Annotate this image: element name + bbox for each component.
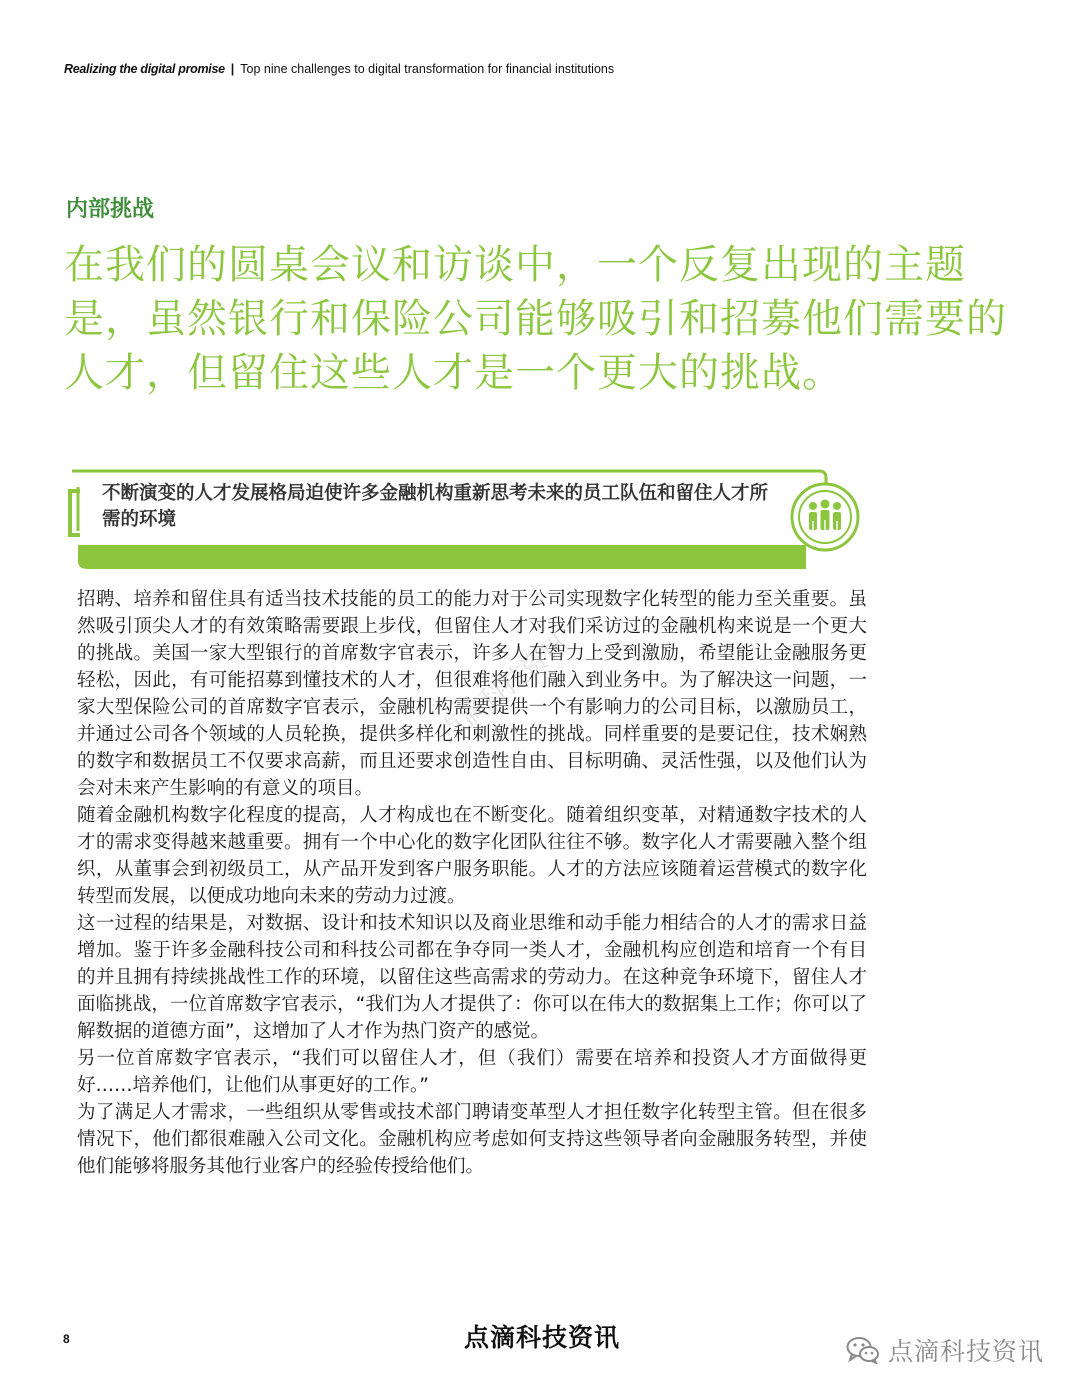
wechat-watermark [846,1332,1044,1368]
header-separator: | [230,62,235,76]
headline: 在我们的圆桌会议和访谈中，一个反复出现的主题是，虽然银行和保险公司能够吸引和招募他们需要的人才，但留住这些人才是一个更大的挑战。 [64,242,1007,396]
callout-box [62,465,862,575]
running-header [64,62,614,76]
body-paragraph: 这一过程的结果是，对数据、设计和技术知识以及商业思维和动手能力相结合的人才的需求日益增加。鉴于许多金融科技公司和科技公司都在争夺同一类人才，金融机构应创造和培育一个有目的并且拥有持续挑战性工作的环境，以留住这些高需求的劳动力。在这种竞争环境下，留住人才面临挑战，一位首席数字官表示，“我们为人才提供了：你可以在伟大的数据集上工作；你可以了解数据的道德方面”，这增加了人才作为热门资产的感觉。 [77,913,867,1042]
body-paragraph: 随着金融机构数字化程度的提高，人才构成也在不断变化。随着组织变革，对精通数字技术的人才的需求变得越来越重要。拥有一个中心化的数字化团队往往不够。数字化人才需要融入整个组织，从董事会到初级员工，从产品开发到客户服务职能。人才的方法应该随着运营模式的数字化转型而发展，以便成功地向未来的劳动力过渡。 [77,805,867,907]
section-label: 内部挑战 [66,197,155,222]
body-paragraph: 为了满足人才需求，一些组织从零售或技术部门聘请变革型人才担任数字化转型主管。但在很多情况下，他们都很难融入公司文化。金融机构应考虑如何支持这些领导者向金融服务转型，并使他们能够将服务其他行业客户的经验传授给他们。 [77,1102,867,1177]
callout-text: 不断演变的人才发展格局迫使许多金融机构重新思考未来的员工队伍和留住人才所需的环境 [102,483,769,530]
header-brand: Realizing the digital promise [64,62,225,76]
footer-title: 点滴科技资讯 [464,1323,621,1352]
people-group-icon [789,481,861,553]
header-subtitle: Top nine challenges to digital transformation for financial institutions [240,62,615,76]
diagonal-watermark: 点滴科技资讯 [433,628,576,749]
body-paragraph: 另一位首席数字官表示，“我们可以留住人才，但（我们）需要在培养和投资人才方面做得更好……培养他们，让他们从事更好的工作。” [77,1048,867,1096]
page-number: 8 [63,1332,70,1346]
wechat-icon [846,1336,880,1364]
body-paragraph: 招聘、培养和留住具有适当技术技能的员工的能力对于公司实现数字化转型的能力至关重要。虽然吸引顶尖人才的有效策略需要跟上步伐，但留住人才对我们采访过的金融机构来说是一个更大的挑战。美国一家大型银行的首席数字官表示，许多人在智力上受到激励，希望能让金融服务更轻松，因此，有可能招募到懂技术的人才，但很难将他们融入到业务中。为了解决这一问题，一家大型保险公司的首席数字官表示，金融机构需要提供一个有影响力的公司目标，以激励员工，并通过公司各个领域的人员轮换，提供多样化和刺激性的挑战。同样重要的是要记住，技术娴熟的数字和数据员工不仅要求高薪，而且还要求创造性自由、目标明确、灵活性强，以及他们认为会对未来产生影响的有意义的项目。 [77,589,867,799]
wechat-account-name: 点滴科技资讯 [888,1337,1045,1366]
body-text [77,586,867,1180]
